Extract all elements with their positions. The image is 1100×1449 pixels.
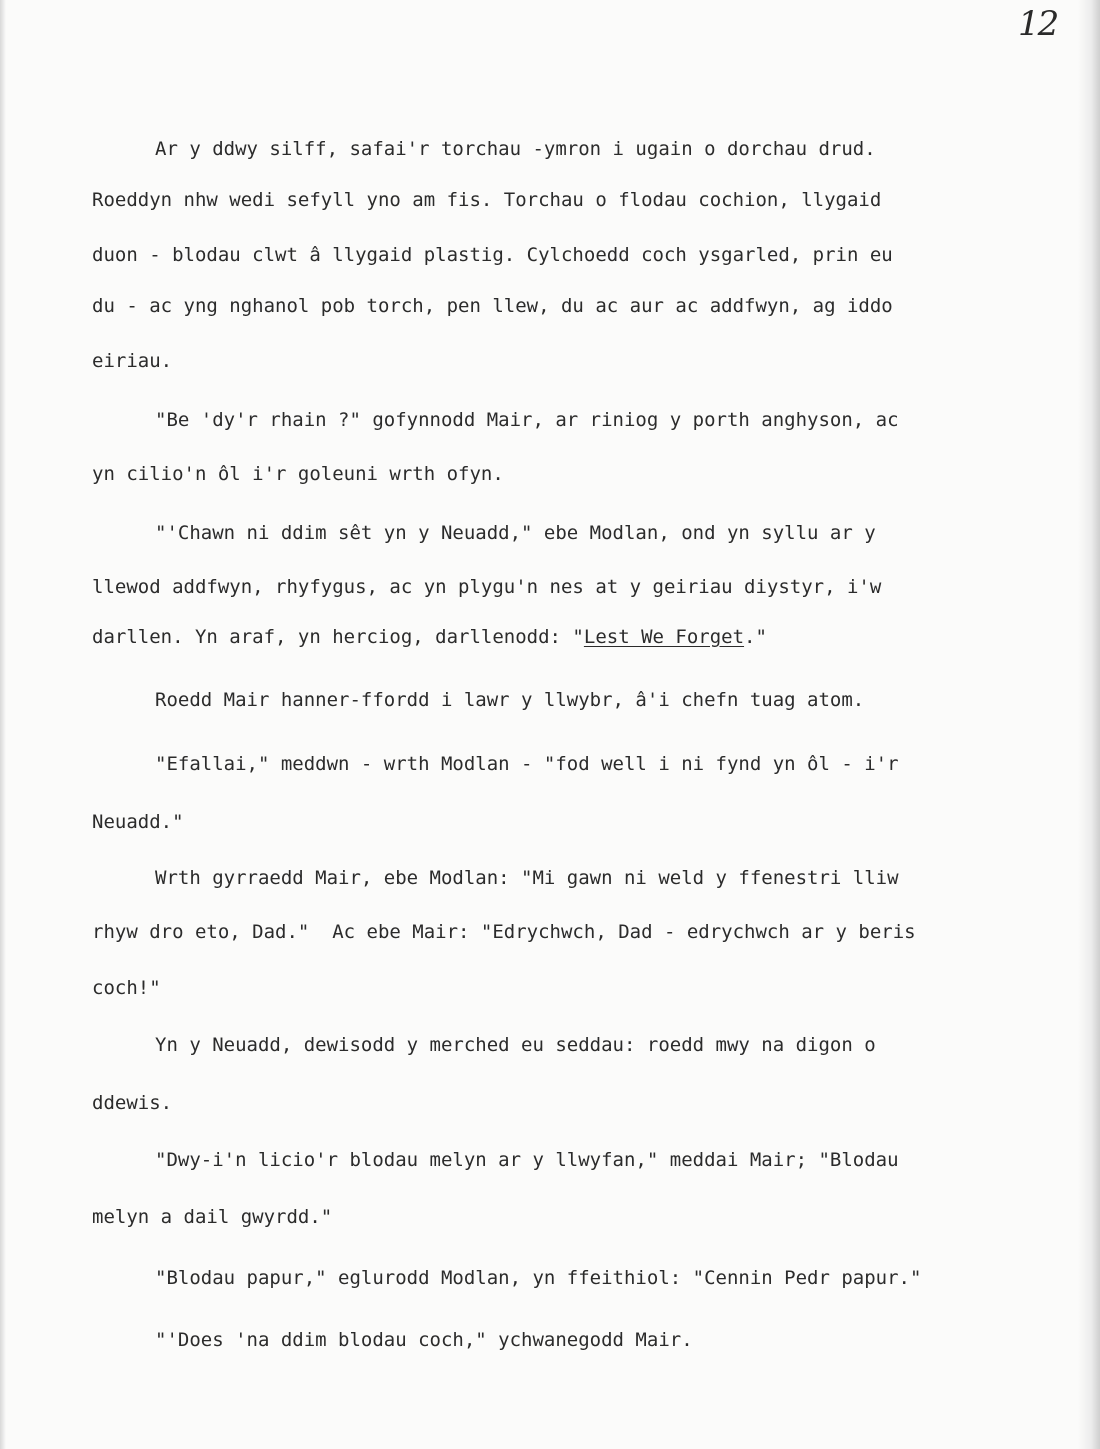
text-line: Yn y Neuadd, dewisodd y merched eu seddau: roedd mwy na digon o xyxy=(155,1034,876,1056)
page-number: 12 xyxy=(1018,4,1058,44)
page-left-edge xyxy=(0,0,6,1449)
text-line: "'Chawn ni ddim sêt yn y Neuadd," ebe Modlan, ond yn syllu ar y xyxy=(155,522,876,544)
text-line: "Efallai," meddwn - wrth Modlan - "fod well i ni fynd yn ôl - i'r xyxy=(155,753,899,775)
text-line: Neuadd." xyxy=(92,811,184,833)
text-line: rhyw dro eto, Dad." Ac ebe Mair: "Edrychwch, Dad - edrychwch ar y beris xyxy=(92,921,916,943)
text-line: "Blodau papur," eglurodd Modlan, yn ffeithiol: "Cennin Pedr papur." xyxy=(155,1267,922,1289)
text-line: "'Does 'na ddim blodau coch," ychwanegodd Mair. xyxy=(155,1329,693,1351)
text-line: yn cilio'n ôl i'r goleuni wrth ofyn. xyxy=(92,463,504,485)
text-line: melyn a dail gwyrdd." xyxy=(92,1206,333,1228)
text-line: coch!" xyxy=(92,977,161,999)
text-line: ddewis. xyxy=(92,1092,173,1114)
text-line: Roeddyn nhw wedi sefyll yno am fis. Torchau o flodau cochion, llygaid xyxy=(92,189,882,211)
text-line: du - ac yng nghanol pob torch, pen llew, du ac aur ac addfwyn, ag iddo xyxy=(92,295,893,317)
text-line: duon - blodau clwt â llygaid plastig. Cylchoedd coch ysgarled, prin eu xyxy=(92,244,893,266)
text-line: Roedd Mair hanner-ffordd i lawr y llwybr, â'i chefn tuag atom. xyxy=(155,689,865,711)
page-right-edge xyxy=(1078,0,1100,1449)
underlined-phrase: Lest We Forget xyxy=(583,626,745,648)
text-line: Ar y ddwy silff, safai'r torchau -ymron i ugain o dorchau drud. xyxy=(155,138,876,160)
text-line: Wrth gyrraedd Mair, ebe Modlan: "Mi gawn ni weld y ffenestri lliw xyxy=(155,867,899,889)
text-line: "Be 'dy'r rhain ?" gofynnodd Mair, ar riniog y porth anghyson, ac xyxy=(155,409,899,431)
text-line: eiriau. xyxy=(92,350,173,372)
text-line: "Dwy-i'n licio'r blodau melyn ar y llwyfan," meddai Mair; "Blodau xyxy=(155,1149,899,1171)
text-segment: ." xyxy=(744,626,767,648)
text-line: llewod addfwyn, rhyfygus, ac yn plygu'n nes at y geiriau diystyr, i'w xyxy=(92,576,882,598)
text-line xyxy=(92,625,767,649)
text-segment: darllen. Yn araf, yn herciog, darllenodd: " xyxy=(92,626,584,648)
